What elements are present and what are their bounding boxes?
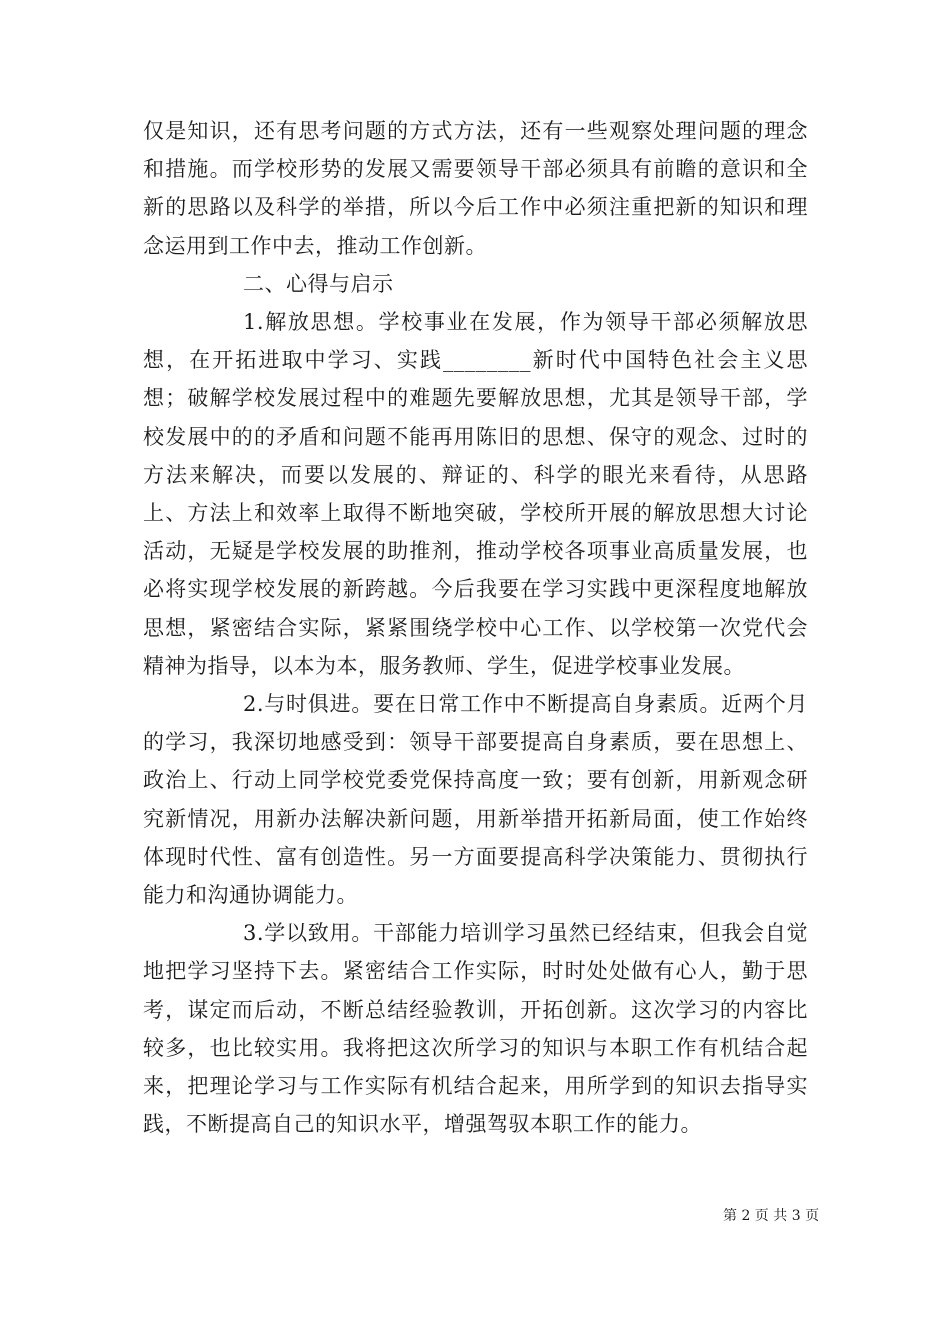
page-number: 第 2 页 共 3 页	[723, 1208, 820, 1224]
paragraph-point-3: 3.学以致用。干部能力培训学习虽然已经结束，但我会自觉地把学习坚持下去。紧密结合工作实际，时时处处做有心人，勤于思考，谋定而后动，不断总结经验教训，开拓创新。这次学习的内容比较多，也比较实用。我将把这次所学习的知识与本职工作有机结合起来，把理论学习与工作实际有机结合起来，用所学到的知识去指导实践，不断提高自己的知识水平，增强驾驭本职工作的能力。	[143, 921, 808, 1137]
section-heading: 二、心得与启示	[243, 271, 394, 296]
paragraph-continuation: 仅是知识，还有思考问题的方式方法，还有一些观察处理问题的理念和措施。而学校形势的发展又需要领导干部必须具有前瞻的意识和全新的思路以及科学的举措，所以今后工作中必须注重把新的知识和理念运用到工作中去，推动工作创新。	[143, 119, 808, 258]
document-body	[143, 112, 808, 1143]
paragraph-point-2: 2.与时俱进。要在日常工作中不断提高自身素质。近两个月的学习，我深切地感受到：领导干部要提高自身素质，要在思想上、政治上、行动上同学校党委党保持高度一致；要有创新，用新观念研究新情况，用新办法解决新问题，用新举措开拓新局面，使工作始终体现时代性、富有创造性。另一方面要提高科学决策能力、贯彻执行能力和沟通协调能力。	[143, 692, 808, 908]
paragraph-point-1: 1.解放思想。学校事业在发展，作为领导干部必须解放思想，在开拓进取中学习、实践________新时代中国特色社会主义思想；破解学校发展过程中的难题先要解放思想，尤其是领导干部，学校发展中的的矛盾和问题不能再用陈旧的思想、保守的观念、过时的方法来解决，而要以发展的、辩证的、科学的眼光来看待，从思路上、方法上和效率上取得不断地突破，学校所开展的解放思想大讨论活动，无疑是学校发展的助推剂，推动学校各项事业高质量发展，也必将实现学校发展的新跨越。今后我要在学习实践中更深程度地解放思想，紧密结合实际，紧紧围绕学校中心工作、以学校第一次党代会精神为指导，以本为本，服务教师、学生，促进学校事业发展。	[143, 310, 808, 678]
